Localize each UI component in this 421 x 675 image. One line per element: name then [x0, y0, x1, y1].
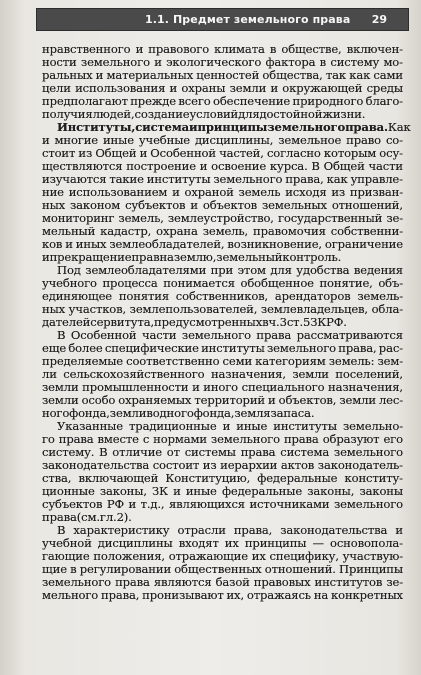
word: и — [268, 393, 276, 407]
word: права — [58, 432, 94, 446]
word: го — [42, 432, 55, 446]
word: пределяемые — [42, 354, 124, 368]
word: иных — [75, 237, 107, 251]
word: правового — [148, 42, 210, 56]
text-line — [42, 589, 403, 602]
word: многие — [54, 133, 99, 147]
word: отражаясь — [246, 588, 311, 602]
word: и — [128, 497, 137, 511]
word: и — [154, 55, 162, 69]
word: и — [42, 250, 50, 264]
word: части — [141, 328, 177, 342]
word: земля — [234, 406, 271, 420]
word: специфику, — [269, 549, 339, 563]
word: учебной — [42, 536, 92, 550]
word: системы — [184, 445, 236, 459]
running-header — [36, 8, 409, 31]
word: дателей — [42, 315, 91, 329]
word: осу- — [379, 146, 403, 160]
word: В — [57, 523, 66, 537]
word: особо — [81, 393, 116, 407]
word: обществе, — [281, 42, 342, 56]
word: изучаются — [42, 172, 107, 186]
word: получия — [42, 107, 93, 121]
word: права, — [233, 523, 273, 537]
word: на — [159, 250, 174, 264]
word: отражающие — [168, 549, 248, 563]
word: промышленности — [82, 380, 189, 394]
word: законодатель- — [317, 458, 403, 472]
word: лес- — [378, 393, 403, 407]
word: всего — [178, 94, 211, 108]
word: от — [166, 445, 180, 459]
word: земельного — [333, 445, 403, 459]
word: включен- — [346, 42, 403, 56]
word: отрасли — [177, 523, 226, 537]
word: контроль. — [282, 250, 342, 264]
word: ли — [42, 367, 57, 381]
word: система — [135, 120, 190, 134]
word: в — [269, 42, 277, 56]
word: управле- — [350, 172, 403, 186]
word: сервитута, — [90, 315, 155, 329]
word: еще — [42, 341, 67, 355]
word: субъектов — [125, 198, 186, 212]
word: систему. — [42, 445, 95, 459]
word: использования — [75, 81, 166, 95]
word: их — [224, 536, 239, 550]
word: институты — [273, 419, 337, 433]
word: государственный — [277, 211, 383, 225]
word: ЗК — [310, 315, 327, 329]
word: и — [395, 523, 403, 537]
word: земли — [42, 393, 79, 407]
word: мельный — [42, 224, 96, 238]
word: прекращение — [49, 250, 132, 264]
word: для — [238, 107, 260, 121]
word: призван- — [349, 185, 403, 199]
word: и — [173, 484, 181, 498]
word: ние — [42, 185, 64, 199]
word: гл. — [99, 510, 117, 524]
word: правовых — [253, 575, 311, 589]
page-number: 29 — [371, 13, 387, 26]
word: институтов — [314, 575, 383, 589]
word: законы, — [99, 484, 147, 498]
word: Общей — [323, 159, 365, 173]
word: и — [135, 42, 144, 56]
word: так — [325, 68, 347, 82]
word: основопола- — [330, 536, 403, 550]
word: состоит — [152, 458, 200, 472]
word: традиционные — [129, 419, 217, 433]
word: федеральные — [221, 484, 303, 498]
word: и — [222, 419, 231, 433]
word: в — [262, 315, 269, 329]
word: из — [78, 146, 93, 160]
word: земли — [229, 81, 267, 95]
word: земельного — [266, 341, 336, 355]
word: (см. — [76, 510, 100, 524]
word: водного — [146, 406, 194, 420]
word: процесса — [102, 276, 158, 290]
word: характеристику — [73, 523, 170, 537]
word: включающей — [78, 471, 159, 485]
word: охраняемых — [118, 393, 192, 407]
word: отличие — [112, 445, 162, 459]
word: права, — [338, 341, 377, 355]
word: при — [210, 263, 234, 277]
word: мо- — [383, 55, 403, 69]
word: арендаторов — [274, 289, 351, 303]
word: как — [349, 68, 371, 82]
word: землеустройство, — [167, 211, 274, 225]
word: права. — [345, 120, 388, 134]
word: право — [346, 133, 381, 147]
word: права, — [101, 588, 140, 602]
word: и — [199, 159, 208, 173]
word: понятия — [118, 289, 169, 303]
word: стоит — [42, 146, 76, 160]
word: охраной — [184, 185, 234, 199]
word: зем- — [377, 354, 403, 368]
word: система — [280, 445, 330, 459]
word: ведения — [353, 263, 403, 277]
word: удобства — [296, 263, 350, 277]
word: их, — [226, 588, 244, 602]
word: и — [95, 68, 104, 82]
word: институты — [201, 341, 265, 355]
word: земельное — [278, 133, 342, 147]
word: земельный — [216, 250, 283, 264]
word: Общей — [95, 146, 137, 160]
word: являются — [153, 575, 212, 589]
word: вместе — [97, 432, 139, 446]
word: земельного — [267, 120, 346, 134]
word: соответственно — [126, 354, 220, 368]
word: земли — [292, 367, 329, 381]
word: положения, — [93, 549, 165, 563]
word: рас- — [378, 341, 403, 355]
word: общества, — [262, 68, 323, 82]
word: Особенной — [150, 146, 216, 160]
word: и — [189, 120, 198, 134]
word: специфические — [104, 341, 199, 355]
word: земли — [109, 406, 147, 420]
word: назначения, — [210, 367, 286, 381]
word: и — [192, 380, 200, 394]
word: освоение — [211, 159, 267, 173]
word: принципы — [197, 120, 268, 134]
section-title: 1.1. Предмет земельного права — [145, 13, 351, 26]
word: законодательства — [42, 458, 150, 472]
word: РФ. — [326, 315, 347, 329]
word: права — [283, 432, 319, 446]
word: земли — [339, 393, 376, 407]
word: права, — [285, 172, 324, 186]
word: права — [42, 510, 77, 524]
word: земель- — [357, 289, 403, 303]
word: запаса. — [270, 406, 315, 420]
word: источниками — [249, 497, 330, 511]
word: жизни. — [322, 107, 366, 121]
word: прав — [131, 250, 160, 264]
word: ционные — [42, 484, 95, 498]
word: правомочия — [253, 224, 326, 238]
word: понимается — [163, 276, 235, 290]
word: земельного — [333, 497, 403, 511]
word: фонда, — [193, 406, 235, 420]
word: земель — [238, 185, 281, 199]
word: т.д., — [140, 497, 165, 511]
word: фактора — [265, 55, 316, 69]
word: этом — [237, 263, 266, 277]
word: предполагают — [42, 94, 128, 108]
word: иные — [236, 419, 268, 433]
word: ценностей — [196, 68, 260, 82]
word: В — [57, 328, 66, 342]
word: 3 — [279, 315, 287, 329]
word: исходя — [285, 185, 327, 199]
word: и — [139, 146, 148, 160]
word: нормами — [153, 432, 207, 446]
word: землеобладателями — [85, 263, 207, 277]
word: территорий — [194, 393, 265, 407]
word: законы, — [307, 484, 355, 498]
word: федеральные — [257, 471, 338, 485]
word: материальных — [106, 68, 194, 82]
word: ст. — [286, 315, 303, 329]
word: людей, — [92, 107, 135, 121]
word: обеспечение — [213, 94, 291, 108]
word: из — [331, 185, 346, 199]
word: в — [319, 55, 327, 69]
word: права — [256, 328, 292, 342]
word: иерархии — [220, 458, 278, 472]
word: землеобладателей, — [109, 237, 225, 251]
word: курса. — [269, 159, 308, 173]
body-text — [42, 42, 411, 602]
word: иного — [203, 380, 239, 394]
word: ных — [42, 198, 66, 212]
word: нравственного — [42, 42, 131, 56]
word: объектов — [202, 198, 258, 212]
word: систему — [330, 55, 380, 69]
word: субъектов — [42, 497, 103, 511]
word: ч. — [268, 315, 280, 329]
word: пронизывают — [142, 588, 224, 602]
word: актов — [280, 458, 315, 472]
word: иные — [185, 484, 217, 498]
word: сами — [373, 68, 403, 82]
word: гающие — [42, 549, 90, 563]
word: в — [70, 562, 77, 576]
word: специального — [241, 380, 325, 394]
word: землепользователей, — [129, 302, 258, 316]
word: принципы — [244, 536, 307, 550]
word: понятие, — [319, 276, 373, 290]
word: из — [202, 458, 217, 472]
word: окружающей — [282, 81, 363, 95]
word: Конституцию, — [165, 471, 251, 485]
word: земель, — [202, 224, 249, 238]
word: единяющее — [42, 289, 113, 303]
word: конкретных — [331, 588, 403, 602]
word: земельных — [261, 198, 327, 212]
word: иные — [102, 133, 134, 147]
word: мельного — [42, 588, 99, 602]
word: ЗК — [152, 484, 168, 498]
word: категориям — [255, 354, 326, 368]
word: земельного — [80, 55, 150, 69]
word: как — [326, 172, 348, 186]
word: 5 — [303, 315, 311, 329]
word: Институты, — [57, 120, 136, 134]
word: землю, — [173, 250, 217, 264]
word: охраны — [181, 81, 226, 95]
word: прежде — [130, 94, 177, 108]
word: со- — [385, 133, 403, 147]
word: обобщенное — [240, 276, 314, 290]
word: объектов, — [278, 393, 337, 407]
word: входят — [178, 536, 219, 550]
word: для — [270, 263, 292, 277]
word: отношений. — [264, 562, 336, 576]
word: условий — [189, 107, 239, 121]
word: благо- — [365, 94, 403, 108]
word: земельно- — [342, 419, 403, 433]
word: зе- — [386, 211, 403, 225]
word: В — [99, 445, 108, 459]
word: мониторинг — [42, 211, 115, 225]
word: природного — [292, 94, 364, 108]
word: частей, — [219, 146, 264, 160]
word: их — [251, 549, 266, 563]
word: его — [383, 432, 403, 446]
word: использованием — [68, 185, 168, 199]
word: Как — [387, 120, 411, 134]
word: ных — [42, 302, 66, 316]
word: 2). — [116, 510, 132, 524]
word: построение — [126, 159, 196, 173]
word: создание — [134, 107, 190, 121]
word: регулировании — [79, 562, 172, 576]
word: на — [313, 588, 329, 602]
word: части — [368, 159, 403, 173]
word: Под — [57, 263, 81, 277]
word: рассматриваются — [296, 328, 403, 342]
word: общественных — [174, 562, 262, 576]
word: Принципы — [339, 562, 403, 576]
word: цели — [42, 81, 71, 95]
word: Указанные — [57, 419, 123, 433]
word: дисциплины, — [194, 133, 274, 147]
word: учебные — [138, 133, 190, 147]
word: землевладельцев, — [260, 302, 368, 316]
word: возникновение, — [227, 237, 322, 251]
word: объ- — [378, 276, 403, 290]
word: права — [240, 445, 276, 459]
word: сельскохозяйственного — [63, 367, 205, 381]
word: ности — [42, 55, 77, 69]
word: участков, — [68, 302, 127, 316]
word: конститу- — [344, 471, 403, 485]
word: законом — [69, 198, 121, 212]
word: институты — [146, 172, 211, 186]
word: назначения, — [328, 380, 403, 394]
word: зе- — [386, 575, 403, 589]
word: охрана — [156, 224, 198, 238]
word: отношений, — [331, 198, 403, 212]
word: и — [172, 185, 180, 199]
word: участвую- — [342, 549, 403, 563]
word: земельного — [181, 328, 251, 342]
word: ограничение — [324, 237, 403, 251]
word: земельного — [210, 432, 280, 446]
word: собственни- — [330, 224, 403, 238]
word: экологического — [166, 55, 262, 69]
word: фонда, — [69, 406, 110, 420]
word: согласно — [266, 146, 321, 160]
word: щие — [42, 562, 67, 576]
word: дисциплины — [97, 536, 173, 550]
word: являющихся — [168, 497, 245, 511]
word: предусмотренных — [154, 315, 263, 329]
word: земли — [42, 380, 79, 394]
word: собственников, — [175, 289, 269, 303]
word: которым — [323, 146, 377, 160]
word: земель: — [328, 354, 375, 368]
word: ства, — [42, 471, 72, 485]
word: ного — [42, 406, 70, 420]
word: права — [115, 575, 150, 589]
word: учебного — [42, 276, 97, 290]
word: образуют — [322, 432, 380, 446]
word: земельного — [213, 172, 283, 186]
word: достойной — [259, 107, 323, 121]
word: РФ — [106, 497, 124, 511]
word: кадастр, — [100, 224, 152, 238]
word: законодательства — [280, 523, 388, 537]
word: — — [312, 536, 324, 550]
word: Особенной — [70, 328, 137, 342]
word: с — [142, 432, 150, 446]
word: среды — [366, 81, 403, 95]
word: и — [42, 133, 50, 147]
word: и — [65, 237, 73, 251]
word: законы — [359, 484, 403, 498]
word: семи — [222, 354, 253, 368]
word: и — [169, 81, 178, 95]
word: более — [68, 341, 103, 355]
word: земель, — [118, 211, 164, 225]
word: обла- — [371, 302, 403, 316]
word: поселений, — [335, 367, 403, 381]
word: ральных — [42, 68, 93, 82]
word: базой — [215, 575, 250, 589]
word: и — [270, 81, 279, 95]
word: такие — [109, 172, 144, 186]
word: земельного — [42, 575, 112, 589]
word: и — [190, 198, 198, 212]
word: В — [311, 159, 320, 173]
word: климата — [214, 42, 265, 56]
word: ществляются — [42, 159, 123, 173]
word: ков — [42, 237, 63, 251]
